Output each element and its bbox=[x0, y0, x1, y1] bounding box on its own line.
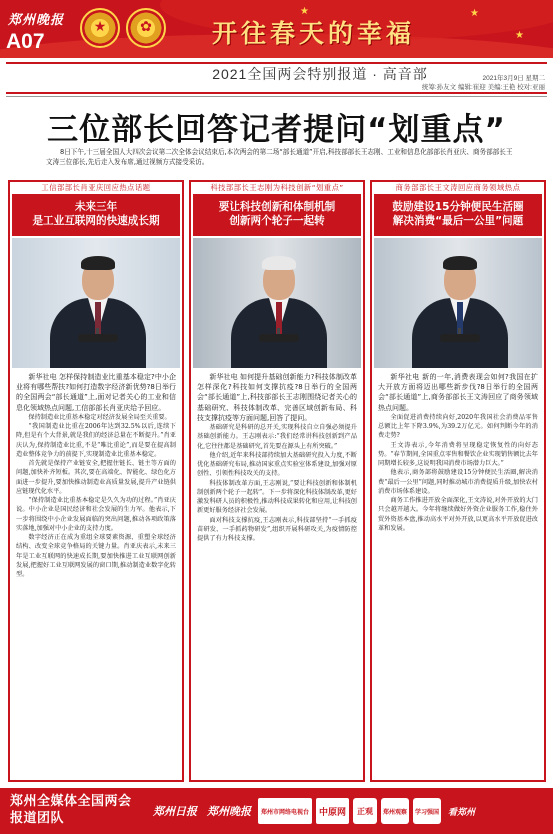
article-paragraph: 他表示,商务部将鼓励建设15分钟便民生活圈,解决消费“最后一公里”问题,同时推动城市消费提质升级,加快农村消费市场体系建设。 bbox=[378, 469, 538, 495]
minister-photo bbox=[12, 238, 180, 368]
media-logos bbox=[150, 796, 547, 826]
article-paragraph: 他介绍,近年来科技部持续加大基础研究投入力度,不断优化基础研究布局,推动国家重点实验室体系建设,加强对原创性、引领性科技攻关的支持。 bbox=[197, 451, 357, 478]
column-label: 工信部部长肖亚庆回应热点话题 bbox=[41, 183, 151, 192]
column-title bbox=[193, 194, 361, 236]
xuexi-qiangguo-logo: 学习强国 bbox=[413, 798, 441, 824]
article-lead: 新华社电 新的一年,消费表现会如何?我国在扩大开放方面将迈出哪些新步伐?8日举行的全国两会“部长通道”上,商务部部长王文涛回应了商务领域热点问题。 bbox=[378, 373, 538, 412]
editor-credits: 统筹:孙友文 编辑:崔迎 美编:王艳 校对:亚丽 bbox=[421, 84, 545, 91]
article-paragraph: 王文涛表示,今年消费将呈现稳定恢复性的向好态势。“春节期间,全国重点零售和餐饮企业实现销售额比去年同期增长较多,这说明我国消费市场潜力巨大。” bbox=[378, 441, 538, 468]
article-paragraph: 数字经济正在成为重组全球要素资源、重塑全球经济结构、改变全球竞争格局的关键力量。肖亚庆表示,未来三年是工业互联网的快速成长期,要加快推进工业互联网创新发展,把握好工业互联网发展的窗口期,推动制造业数字化转型。 bbox=[16, 534, 176, 579]
zhengguan-logo: 正观 bbox=[353, 798, 377, 824]
footer-team-line: 报道团队 bbox=[10, 811, 65, 826]
page-headline: 三位部长回答记者提问“划重点” bbox=[47, 112, 506, 148]
column-label: 商务部部长王文涛回应商务领域热点 bbox=[395, 183, 521, 192]
article-body bbox=[16, 372, 176, 776]
article-lead: 新华社电 如何提升基础创新能力?科技体制改革怎样深化?科技如何支撑抗疫?8日举行的全国两会“部长通道”上,科技部部长王志刚围绕记者关心的基础研究、科技体制改革、完善区域创新布局、科技支撑抗疫等方面问题,回答了提问。 bbox=[197, 373, 357, 422]
article-lead: 新华社电 怎样保持制造业比重基本稳定?中小企业将有哪些帮扶?如何打造数字经济新优势?8日举行的全国两会“部长通道”上,面对记者关心的工业和信息化领域热点问题,工信部部长肖亚庆给予回应。 bbox=[16, 373, 176, 412]
column-title bbox=[12, 194, 180, 236]
footer-banner bbox=[0, 788, 553, 834]
column-title-line: 要让科技创新和体制机制 bbox=[218, 201, 336, 213]
star-icon: ★ bbox=[515, 30, 524, 41]
article-body bbox=[378, 372, 538, 776]
column-title-line: 未来三年 bbox=[74, 201, 118, 213]
article-paragraph: 科技体制改革方面,王志刚说,“要让科技创新和体制机制创新两个轮子一起转”。下一步将深化科技体制改革,更好激发科研人员的积极性,推动科技成果转化和应用,让科技创新更好服务经济社会发展。 bbox=[197, 479, 357, 515]
star-icon: ★ bbox=[300, 6, 309, 17]
article-column-industry bbox=[8, 180, 184, 782]
article-paragraph: “我国制造业比重在2006年达到32.5%以后,连续下降,但是有个大背景,就是我们的经济总量在不断提升。”肖亚庆认为,保持制造业比重,不是“唯比重论”,而是要在提高制造业整体竞争力的前提下,实现制造业比重基本稳定。 bbox=[16, 423, 176, 458]
article-paragraph: “保持制造业比重基本稳定是久久为功的过程。”肖亚庆说。中小企业是国民经济和社会发展的生力军。他表示,下一步将围绕中小企业发展面临的突出问题,推动各项政策落实落地,加强对中小企业的支持力度。 bbox=[16, 497, 176, 532]
article-body bbox=[197, 372, 357, 776]
zztv-logo: 郑州市网络电视台 bbox=[258, 798, 312, 824]
article-column-commerce bbox=[370, 180, 546, 782]
lead-paragraph: 8日下午,十三届全国人大四次会议第二次全体会议结束后,本次两会的第二场“部长通道”开启,科技部部长王志刚、工业和信息化部部长肖亚庆、商务部部长王文涛三位部长,先后走入发布席,通过视频方式接受采访。 bbox=[46, 148, 513, 166]
zhengzhou-daily-logo: 郑州日报 bbox=[153, 805, 197, 818]
article-paragraph: 保持制造业比重基本稳定对经济发展全局至关重要。 bbox=[28, 413, 171, 421]
star-icon: ★ bbox=[470, 8, 479, 19]
kan-zhengzhou-logo: 看郑州 bbox=[448, 807, 476, 818]
zhengzhou-evening-logo: 郑州晚报 bbox=[207, 805, 251, 818]
article-column-science bbox=[189, 180, 365, 782]
page-number: A07 bbox=[6, 30, 45, 53]
section-title: 2021全国两会特别报道 · 高音部 bbox=[212, 66, 428, 82]
article-paragraph: 商务工作推进开放全面深化,王文涛说,对外开放的大门只会越开越大。今年将继续做好外资企业服务工作,稳住外贸外资基本盘,推动高水平对外开放,以更高水平开放促进改革和发展。 bbox=[378, 497, 538, 532]
minister-photo bbox=[374, 238, 542, 368]
column-title-line: 是工业互联网的快速成长期 bbox=[32, 215, 160, 227]
divider bbox=[6, 96, 547, 97]
divider bbox=[6, 92, 547, 94]
minister-photo bbox=[193, 238, 361, 368]
column-title-line: 解决消费“最后一公里”问题 bbox=[392, 215, 524, 227]
article-paragraph: 基础研究是科研的总开关,实现科技自立自强必须提升基础创新能力。王志刚表示:“我们经常讲科技创新到产品化,它往往都是基础研究,首先要在源头上有所突破。” bbox=[197, 424, 357, 450]
zz-observer-logo: 郑州观察 bbox=[381, 798, 409, 824]
zynews-logo: 中原网 bbox=[316, 798, 349, 824]
article-paragraph: 首先就是保持产业链安全,把握住链长、链主等方面的问题,加快补齐短板。其次,要在高端化、智能化、绿色化方面进一步提升,要加快推动制造业高质量发展,提升产业链供应链现代化水平。 bbox=[16, 460, 176, 495]
paper-name: 郑州晚报 bbox=[8, 13, 65, 28]
masthead-slogan: 开往春天的幸福 bbox=[212, 19, 416, 48]
microphone-icon bbox=[440, 334, 480, 342]
national-emblem-icon: ★ bbox=[80, 8, 120, 48]
column-title bbox=[374, 194, 542, 236]
footer-team bbox=[10, 793, 132, 827]
cppcc-emblem-icon: ✿ bbox=[126, 8, 166, 48]
article-paragraph: 面对科技支撑抗疫,王志刚表示,科技部坚持“一手抓疫苗研发、一手抓药物研发”,组织开展科研攻关,为疫情防控提供了有力科技支撑。 bbox=[197, 516, 357, 543]
column-title-line: 鼓励建设15分钟便民生活圈 bbox=[392, 201, 524, 213]
column-label: 科技部部长王志刚为科技创新“划重点” bbox=[210, 183, 344, 192]
microphone-icon bbox=[259, 334, 299, 342]
article-paragraph: 全面促进消费持续向好,2020年我国社会消费品零售总额比上年下降3.9%,为39.2万亿元。如何判断今年的消费走势? bbox=[378, 413, 538, 440]
issue-date: 2021年3月9日 星期二 bbox=[482, 75, 545, 82]
masthead bbox=[0, 0, 553, 58]
microphone-icon bbox=[78, 334, 118, 342]
column-title-line: 创新两个轮子一起转 bbox=[229, 215, 325, 227]
footer-team-line: 郑州全媒体全国两会 bbox=[10, 794, 132, 809]
